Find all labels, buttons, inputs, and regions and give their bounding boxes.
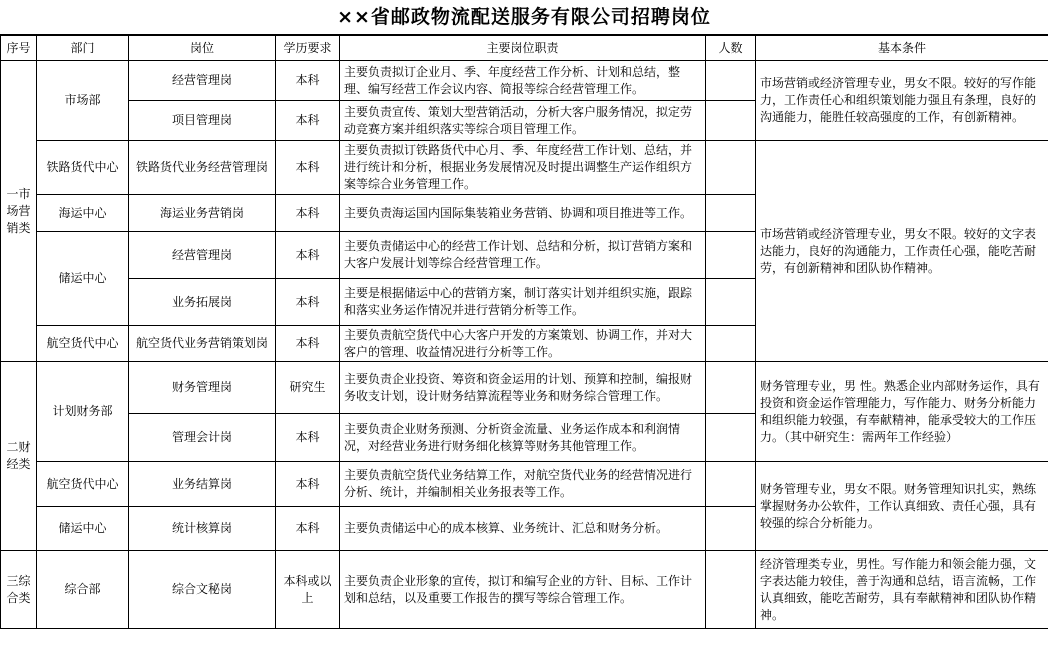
table-row <box>1 61 1048 101</box>
table-row <box>1 362 1048 414</box>
duty-cell[interactable]: 主要负责航空货代业务结算工作，对航空货代业务的经营情况进行分析、统计，并编制相关业务报表等工作。 <box>340 462 706 507</box>
count-cell[interactable] <box>706 507 756 551</box>
duty-cell[interactable]: 主要负责企业投资、筹资和资金运用的计划、预算和控制，编报财务收支计划，设计财务结算流程等业务和财务综合管理工作。 <box>340 362 706 414</box>
count-cell[interactable] <box>706 141 756 195</box>
condition-cell[interactable]: 经济管理类专业，男性。写作能力和领会能力强，文字表达能力较佳，善于沟通和总结，语言流畅，工作认真细致，能吃苦耐劳，具有奉献精神和团队协作精神。 <box>756 551 1048 629</box>
dept-cell[interactable]: 航空货代中心 <box>37 462 129 507</box>
edu-cell[interactable]: 本科 <box>276 326 340 362</box>
edu-cell[interactable]: 研究生 <box>276 362 340 414</box>
post-cell[interactable]: 财务管理岗 <box>129 362 276 414</box>
count-cell[interactable] <box>706 195 756 232</box>
post-cell[interactable]: 海运业务营销岗 <box>129 195 276 232</box>
edu-cell[interactable]: 本科 <box>276 232 340 279</box>
category-cell[interactable]: 三综合类 <box>1 551 37 629</box>
table-row <box>1 551 1048 629</box>
duty-cell[interactable]: 主要负责储运中心的成本核算、业务统计、汇总和财务分析。 <box>340 507 706 551</box>
post-cell[interactable]: 综合文秘岗 <box>129 551 276 629</box>
count-cell[interactable] <box>706 414 756 462</box>
edu-cell[interactable]: 本科或以上 <box>276 551 340 629</box>
duty-cell[interactable]: 主要负责企业形象的宣传，拟订和编写企业的方针、目标、工作计划和总结，以及重要工作报告的撰写等综合管理工作。 <box>340 551 706 629</box>
count-cell[interactable] <box>706 232 756 279</box>
edu-cell[interactable]: 本科 <box>276 195 340 232</box>
dept-cell[interactable]: 综合部 <box>37 551 129 629</box>
edu-cell[interactable]: 本科 <box>276 101 340 141</box>
dept-cell[interactable]: 海运中心 <box>37 195 129 232</box>
dept-cell[interactable]: 计划财务部 <box>37 362 129 462</box>
count-cell[interactable] <box>706 61 756 101</box>
post-cell[interactable]: 航空货代业务营销策划岗 <box>129 326 276 362</box>
duty-cell[interactable]: 主要负责海运国内国际集装箱业务营销、协调和项目推进等工作。 <box>340 195 706 232</box>
edu-cell[interactable]: 本科 <box>276 61 340 101</box>
count-cell[interactable] <box>706 101 756 141</box>
dept-cell[interactable]: 储运中心 <box>37 232 129 326</box>
count-cell[interactable] <box>706 462 756 507</box>
condition-cell[interactable]: 财务管理专业，男 性。熟悉企业内部财务运作，具有投资和资金运作管理能力，写作能力、财务分析能力和组织能力较强，有奉献精神，能承受较大的工作压力。（其中研究生：需两年工作经验） <box>756 362 1048 462</box>
post-cell[interactable]: 项目管理岗 <box>129 101 276 141</box>
condition-cell[interactable]: 市场营销或经济管理专业，男女不限。较好的写作能力，工作责任心和组织策划能力强且有条理，良好的沟通能力，能胜任较高强度的工作，有创新精神。 <box>756 61 1048 141</box>
duty-cell[interactable]: 主要负责航空货代中心大客户开发的方案策划、协调工作，并对大客户的管理、收益情况进行分析等工作。 <box>340 326 706 362</box>
condition-cell[interactable]: 市场营销或经济管理专业，男女不限。较好的文字表达能力，良好的沟通能力，工作责任心强，能吃苦耐劳，有创新精神和团队协作精神。 <box>756 141 1048 362</box>
header-cell[interactable]: 岗位 <box>129 36 276 61</box>
category-cell[interactable]: 一市场营销类 <box>1 61 37 362</box>
header-cell[interactable]: 主要岗位职责 <box>340 36 706 61</box>
recruitment-table <box>0 35 1048 629</box>
count-cell[interactable] <box>706 326 756 362</box>
edu-cell[interactable]: 本科 <box>276 507 340 551</box>
header-row <box>1 36 1048 61</box>
dept-cell[interactable]: 铁路货代中心 <box>37 141 129 195</box>
table-row <box>1 141 1048 195</box>
count-cell[interactable] <box>706 551 756 629</box>
condition-cell[interactable]: 财务管理专业，男女不限。财务管理知识扎实，熟练掌握财务办公软件，工作认真细致、责任心强，具有较强的综合分析能力。 <box>756 462 1048 551</box>
post-cell[interactable]: 管理会计岗 <box>129 414 276 462</box>
post-cell[interactable]: 经营管理岗 <box>129 232 276 279</box>
duty-cell[interactable]: 主要负责拟订企业月、季、年度经营工作分析、计划和总结，整理、编写经营工作会议内容、简报等综合经营管理工作。 <box>340 61 706 101</box>
post-cell[interactable]: 业务结算岗 <box>129 462 276 507</box>
header-cell[interactable]: 部门 <box>37 36 129 61</box>
edu-cell[interactable]: 本科 <box>276 141 340 195</box>
duty-cell[interactable]: 主要负责企业财务预测、分析资金流量、业务运作成本和利润情况，对经营业务进行财务细化核算等财务其他管理工作。 <box>340 414 706 462</box>
dept-cell[interactable]: 市场部 <box>37 61 129 141</box>
post-cell[interactable]: 经营管理岗 <box>129 61 276 101</box>
post-cell[interactable]: 统计核算岗 <box>129 507 276 551</box>
header-cell[interactable]: 人数 <box>706 36 756 61</box>
page-title: ××省邮政物流配送服务有限公司招聘岗位 <box>0 0 1048 35</box>
duty-cell[interactable]: 主要负责拟订铁路货代中心月、季、年度经营工作计划、总结，并进行统计和分析，根据业务发展情况及时提出调整生产运作组织方案等综合业务管理工作。 <box>340 141 706 195</box>
count-cell[interactable] <box>706 362 756 414</box>
header-cell[interactable]: 基本条件 <box>756 36 1048 61</box>
duty-cell[interactable]: 主要负责储运中心的经营工作计划、总结和分析，拟订营销方案和大客户发展计划等综合经营管理工作。 <box>340 232 706 279</box>
duty-cell[interactable]: 主要是根据储运中心的营销方案，制订落实计划并组织实施，跟踪和落实业务运作情况并进行营销分析等工作。 <box>340 279 706 326</box>
table-row <box>1 462 1048 507</box>
edu-cell[interactable]: 本科 <box>276 414 340 462</box>
edu-cell[interactable]: 本科 <box>276 279 340 326</box>
count-cell[interactable] <box>706 279 756 326</box>
post-cell[interactable]: 业务拓展岗 <box>129 279 276 326</box>
dept-cell[interactable]: 储运中心 <box>37 507 129 551</box>
edu-cell[interactable]: 本科 <box>276 462 340 507</box>
duty-cell[interactable]: 主要负责宣传、策划大型营销活动，分析大客户服务情况，拟定劳动竞赛方案并组织落实等综合项目管理工作。 <box>340 101 706 141</box>
post-cell[interactable]: 铁路货代业务经营管理岗 <box>129 141 276 195</box>
header-cell[interactable]: 学历要求 <box>276 36 340 61</box>
header-cell[interactable]: 序号 <box>1 36 37 61</box>
category-cell[interactable]: 二财经类 <box>1 362 37 551</box>
dept-cell[interactable]: 航空货代中心 <box>37 326 129 362</box>
